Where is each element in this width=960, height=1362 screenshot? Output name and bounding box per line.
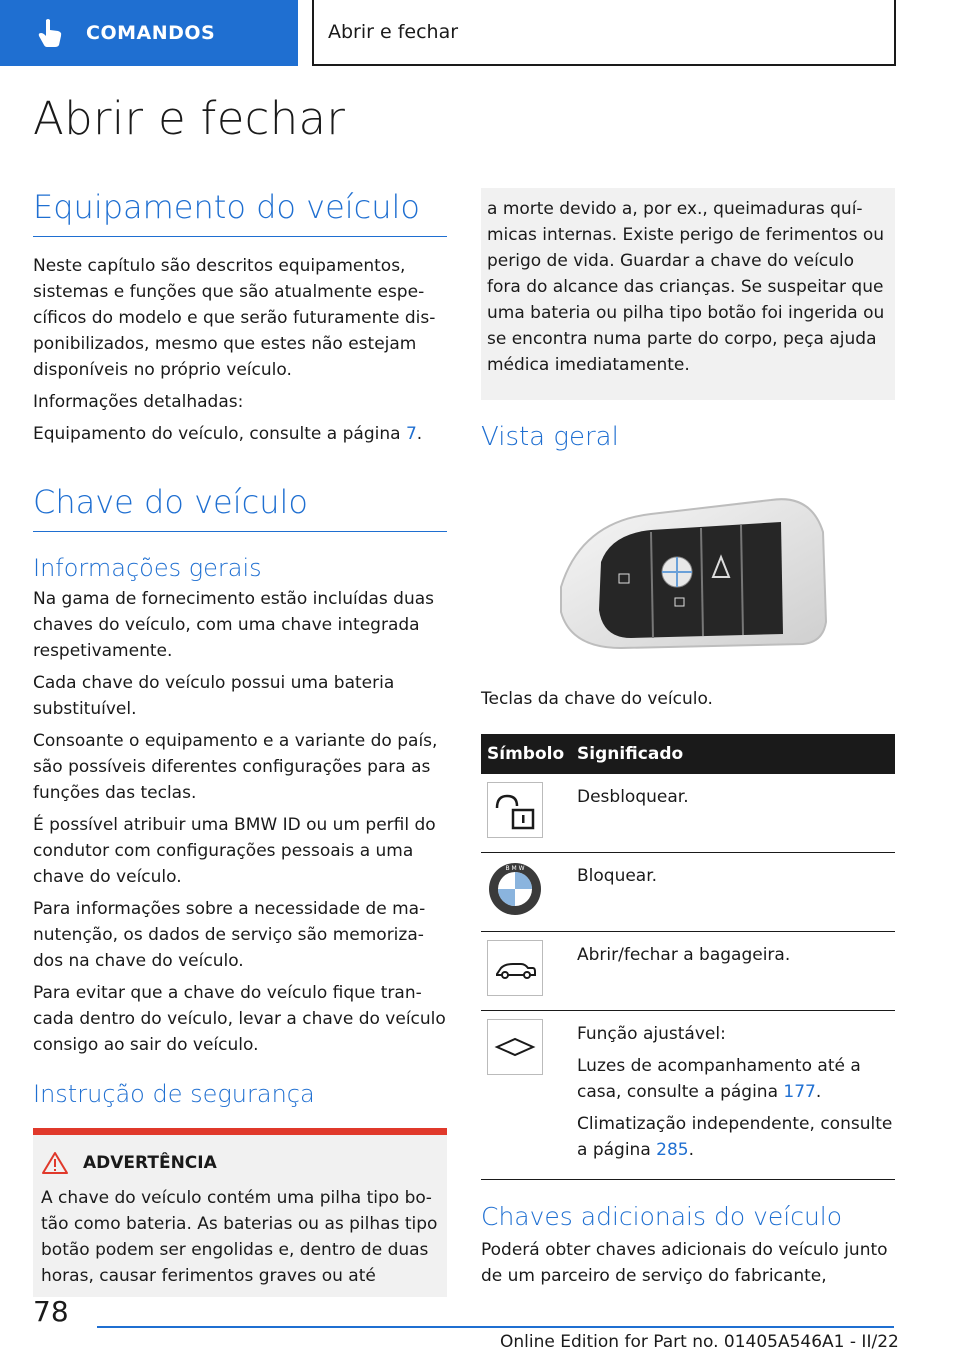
equip-paragraph-2: Informações detalhadas: (33, 392, 244, 412)
column-header-symbol: Símbolo (481, 734, 577, 774)
warning-block (33, 1128, 447, 1297)
row-text: Bloquear. (577, 853, 895, 932)
heading-safety: Instrução de segurança (33, 1080, 315, 1108)
page-link-285[interactable]: 285 (656, 1140, 689, 1160)
row-text: Desbloquear. (577, 774, 895, 853)
info-paragraph-6: Para evitar que a chave do veículo fique trancada dentro do veículo, levar a chave do veículo consigo ao sair do veículo. (33, 983, 446, 1055)
equip-paragraph-3: Equipamento do veículo, consulte a página 7. (33, 424, 423, 444)
page-title: Abrir e fechar (33, 92, 346, 145)
info-paragraph-4: É possível atribuir uma BMW ID ou um perfil do condutor com configurações pessoais a uma chave do veículo. (33, 815, 436, 887)
section-tab (0, 0, 298, 66)
adjustable-function: Função ajustável: (577, 1024, 726, 1044)
warning-continuation (481, 188, 895, 400)
hand-pointer-icon (36, 18, 64, 48)
vehicle-key-image (541, 492, 831, 652)
warning-triangle-icon (41, 1151, 69, 1175)
svg-text:B M W: B M W (505, 865, 525, 872)
table-row (481, 1011, 895, 1180)
heading-overview: Vista geral (481, 422, 619, 452)
heading-equipment: Equipamento do veículo (33, 188, 447, 237)
page-number: 78 (33, 1295, 69, 1328)
bmw-logo-icon (487, 861, 543, 917)
warning-box (33, 1135, 447, 1297)
info-paragraph-3: Consoante o equipamento e a variante do país, são possíveis diferentes configurações para as funções das teclas. (33, 731, 438, 803)
row-text: Abrir/fechar a bagageira. (577, 932, 895, 1011)
symbols-table (481, 734, 895, 1180)
extra-keys-paragraph: Poderá obter chaves adicionais do veículo junto de um parceiro de serviço do fabricante, (481, 1240, 888, 1286)
equip-paragraph-1: Neste capítulo são descritos equipamentos, sistemas e funções que são atualmente específicos do modelo e que serão futuramente disponibilizados, mesmo que estes não estejam disponíveis no próprio veículo. (33, 256, 436, 380)
car-trunk-icon (487, 940, 543, 996)
footer-divider (97, 1326, 894, 1328)
table-row (481, 932, 895, 1011)
warning-text: A chave do veículo contém uma pilha tipo botão como bateria. As baterias ou as pilhas tipo botão podem ser engolidas e, dentro de duas horas, causar ferimentos graves ou até (41, 1188, 438, 1286)
left-column (33, 188, 447, 1297)
unlock-icon (487, 782, 543, 838)
heading-vehicle-key: Chave do veículo (33, 483, 447, 532)
column-header-meaning: Significado (577, 734, 895, 774)
page-link-7[interactable]: 7 (405, 424, 417, 444)
warning-bar (33, 1128, 447, 1135)
edition-info: Online Edition for Part no. 01405A546A1 - II/22 (500, 1332, 899, 1352)
row-text-adjustable (577, 1011, 895, 1180)
section-label: COMANDOS (86, 22, 216, 44)
follow-me-home-lights: Luzes de acompanhamento até a casa, consulte a página 177. (577, 1056, 861, 1102)
independent-climate: Climatização independente, consulte a página 285. (577, 1114, 893, 1160)
page-link-177[interactable]: 177 (783, 1082, 816, 1102)
info-paragraph-5: Para informações sobre a necessidade de manutenção, os dados de serviço são memorizados na chave do veículo. (33, 899, 426, 971)
chapter-header: Abrir e fechar (312, 0, 896, 66)
info-paragraph-1: Na gama de fornecimento estão incluídas duas chaves do veículo, com uma chave integrada respetivamente. (33, 589, 435, 661)
warning-title: ADVERTÊNCIA (83, 1153, 217, 1173)
heading-extra-keys: Chaves adicionais do veículo (481, 1202, 843, 1231)
warning-text-continued: a morte devido a, por ex., queimaduras químicas internas. Existe perigo de ferimentos ou perigo de vida. Guardar a chave do veículo fora do alcance das crianças. Se suspeitar que uma bateria ou pilha tipo botão foi ingerida ou se encontra numa parte do corpo, peça ajuda médica imediatamente. (487, 199, 885, 375)
info-paragraph-2: Cada chave do veículo possui uma bateria substituível. (33, 673, 395, 719)
heading-general-info: Informações gerais (33, 554, 262, 582)
right-column (481, 188, 895, 1289)
table-row (481, 853, 895, 932)
warning-header (41, 1151, 439, 1175)
image-caption: Teclas da chave do veículo. (481, 689, 713, 709)
diamond-icon (487, 1019, 543, 1075)
table-row (481, 774, 895, 853)
